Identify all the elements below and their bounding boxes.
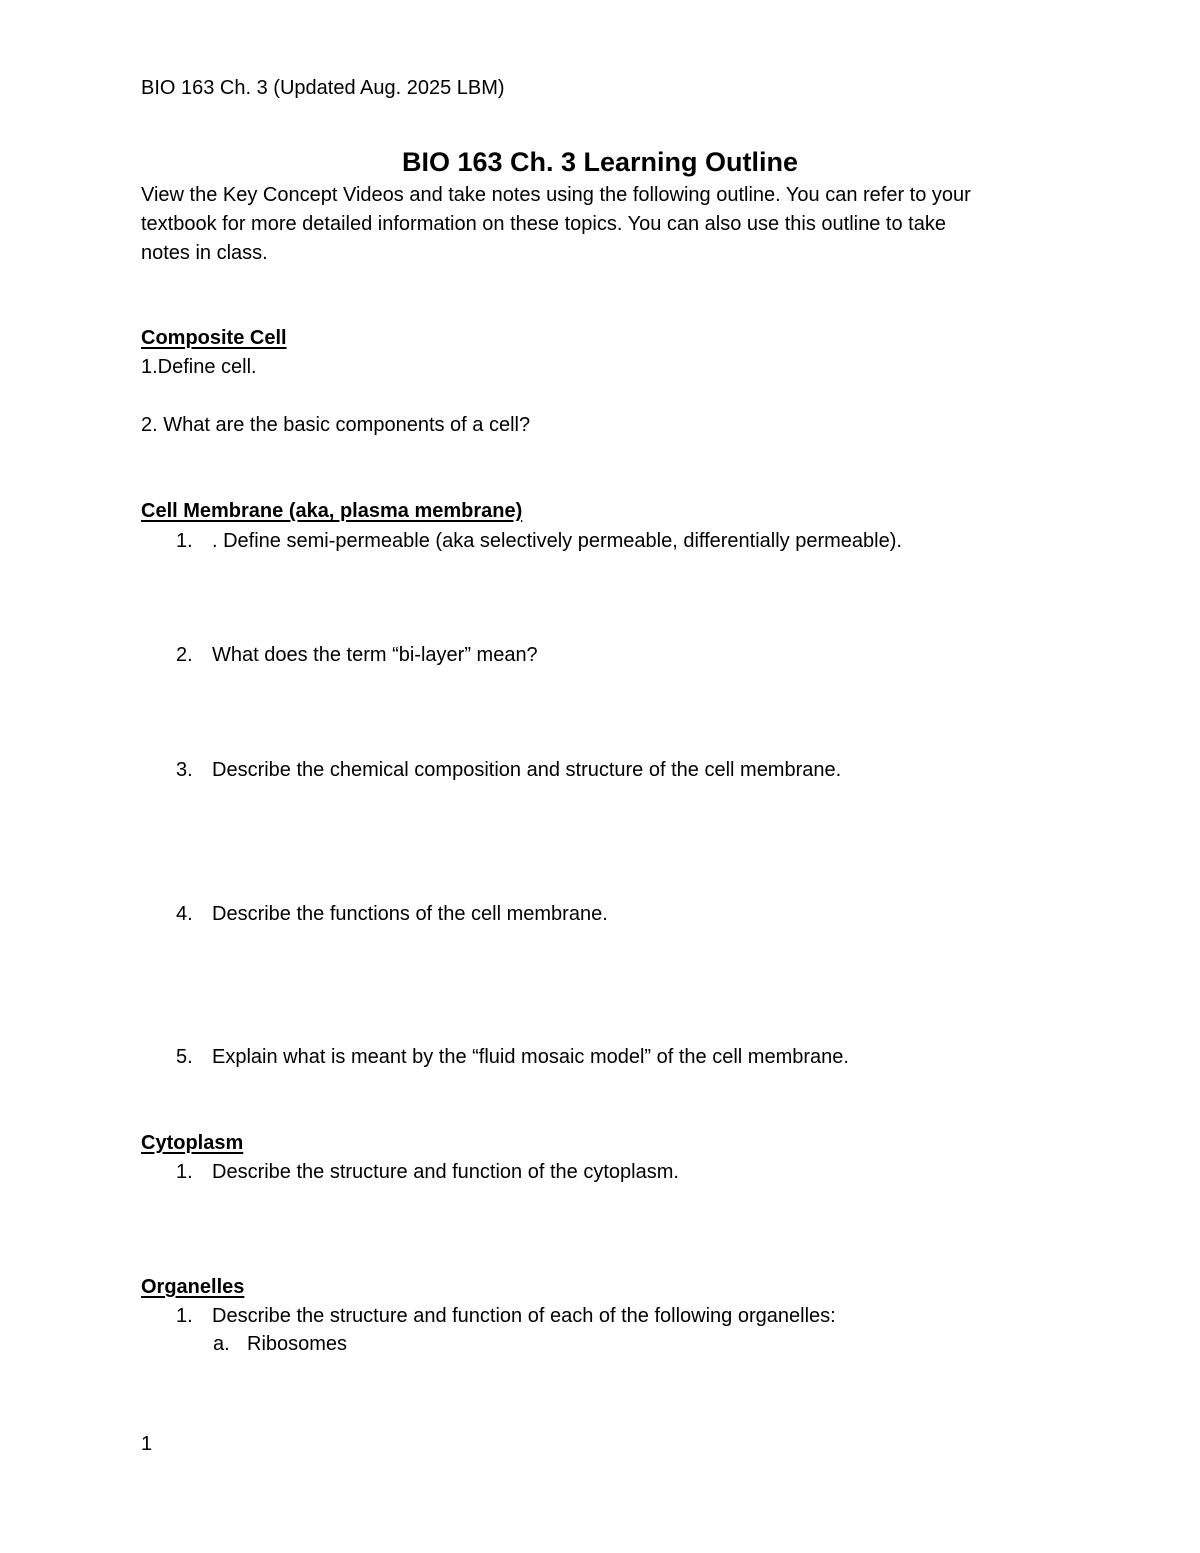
intro-line-2: textbook for more detailed information on these topics. You can also use this outline to take [141,213,946,235]
section-heading-composite-cell: Composite Cell [141,327,287,349]
list-number: 1. [176,530,193,552]
list-item-text: . Define semi-permeable (aka selectively permeable, differentially permeable). [212,530,902,552]
intro-line-3: notes in class. [141,242,268,264]
list-number: 1. [176,1305,193,1327]
composite-cell-item-2: 2. What are the basic components of a cell? [141,414,531,436]
running-head: BIO 163 Ch. 3 (Updated Aug. 2025 LBM) [141,77,505,99]
section-heading-organelles: Organelles [141,1276,245,1298]
list-item-text: What does the term “bi-layer” mean? [212,644,538,666]
list-item-text: Describe the structure and function of each of the following organelles: [212,1305,836,1327]
list-item-text: Explain what is meant by the “fluid mosaic model” of the cell membrane. [212,1046,849,1068]
list-number: 2. [176,644,193,666]
intro-line-1: View the Key Concept Videos and take notes using the following outline. You can refer to your [141,184,971,206]
page-number: 1 [141,1433,153,1455]
section-heading-cytoplasm: Cytoplasm [141,1132,244,1154]
list-number: 4. [176,903,193,925]
list-item-text: Describe the chemical composition and structure of the cell membrane. [212,759,842,781]
composite-cell-item-1: 1.Define cell. [141,356,257,378]
sub-list-letter: a. [213,1333,230,1355]
page-title: BIO 163 Ch. 3 Learning Outline [401,147,799,177]
list-number: 1. [176,1161,193,1183]
section-heading-cell-membrane: Cell Membrane (aka, plasma membrane) [141,500,523,522]
list-item-text: Describe the functions of the cell membrane. [212,903,608,925]
list-item-text: Describe the structure and function of the cytoplasm. [212,1161,679,1183]
sub-list-item-text: Ribosomes [247,1333,348,1355]
list-number: 5. [176,1046,193,1068]
list-number: 3. [176,759,193,781]
